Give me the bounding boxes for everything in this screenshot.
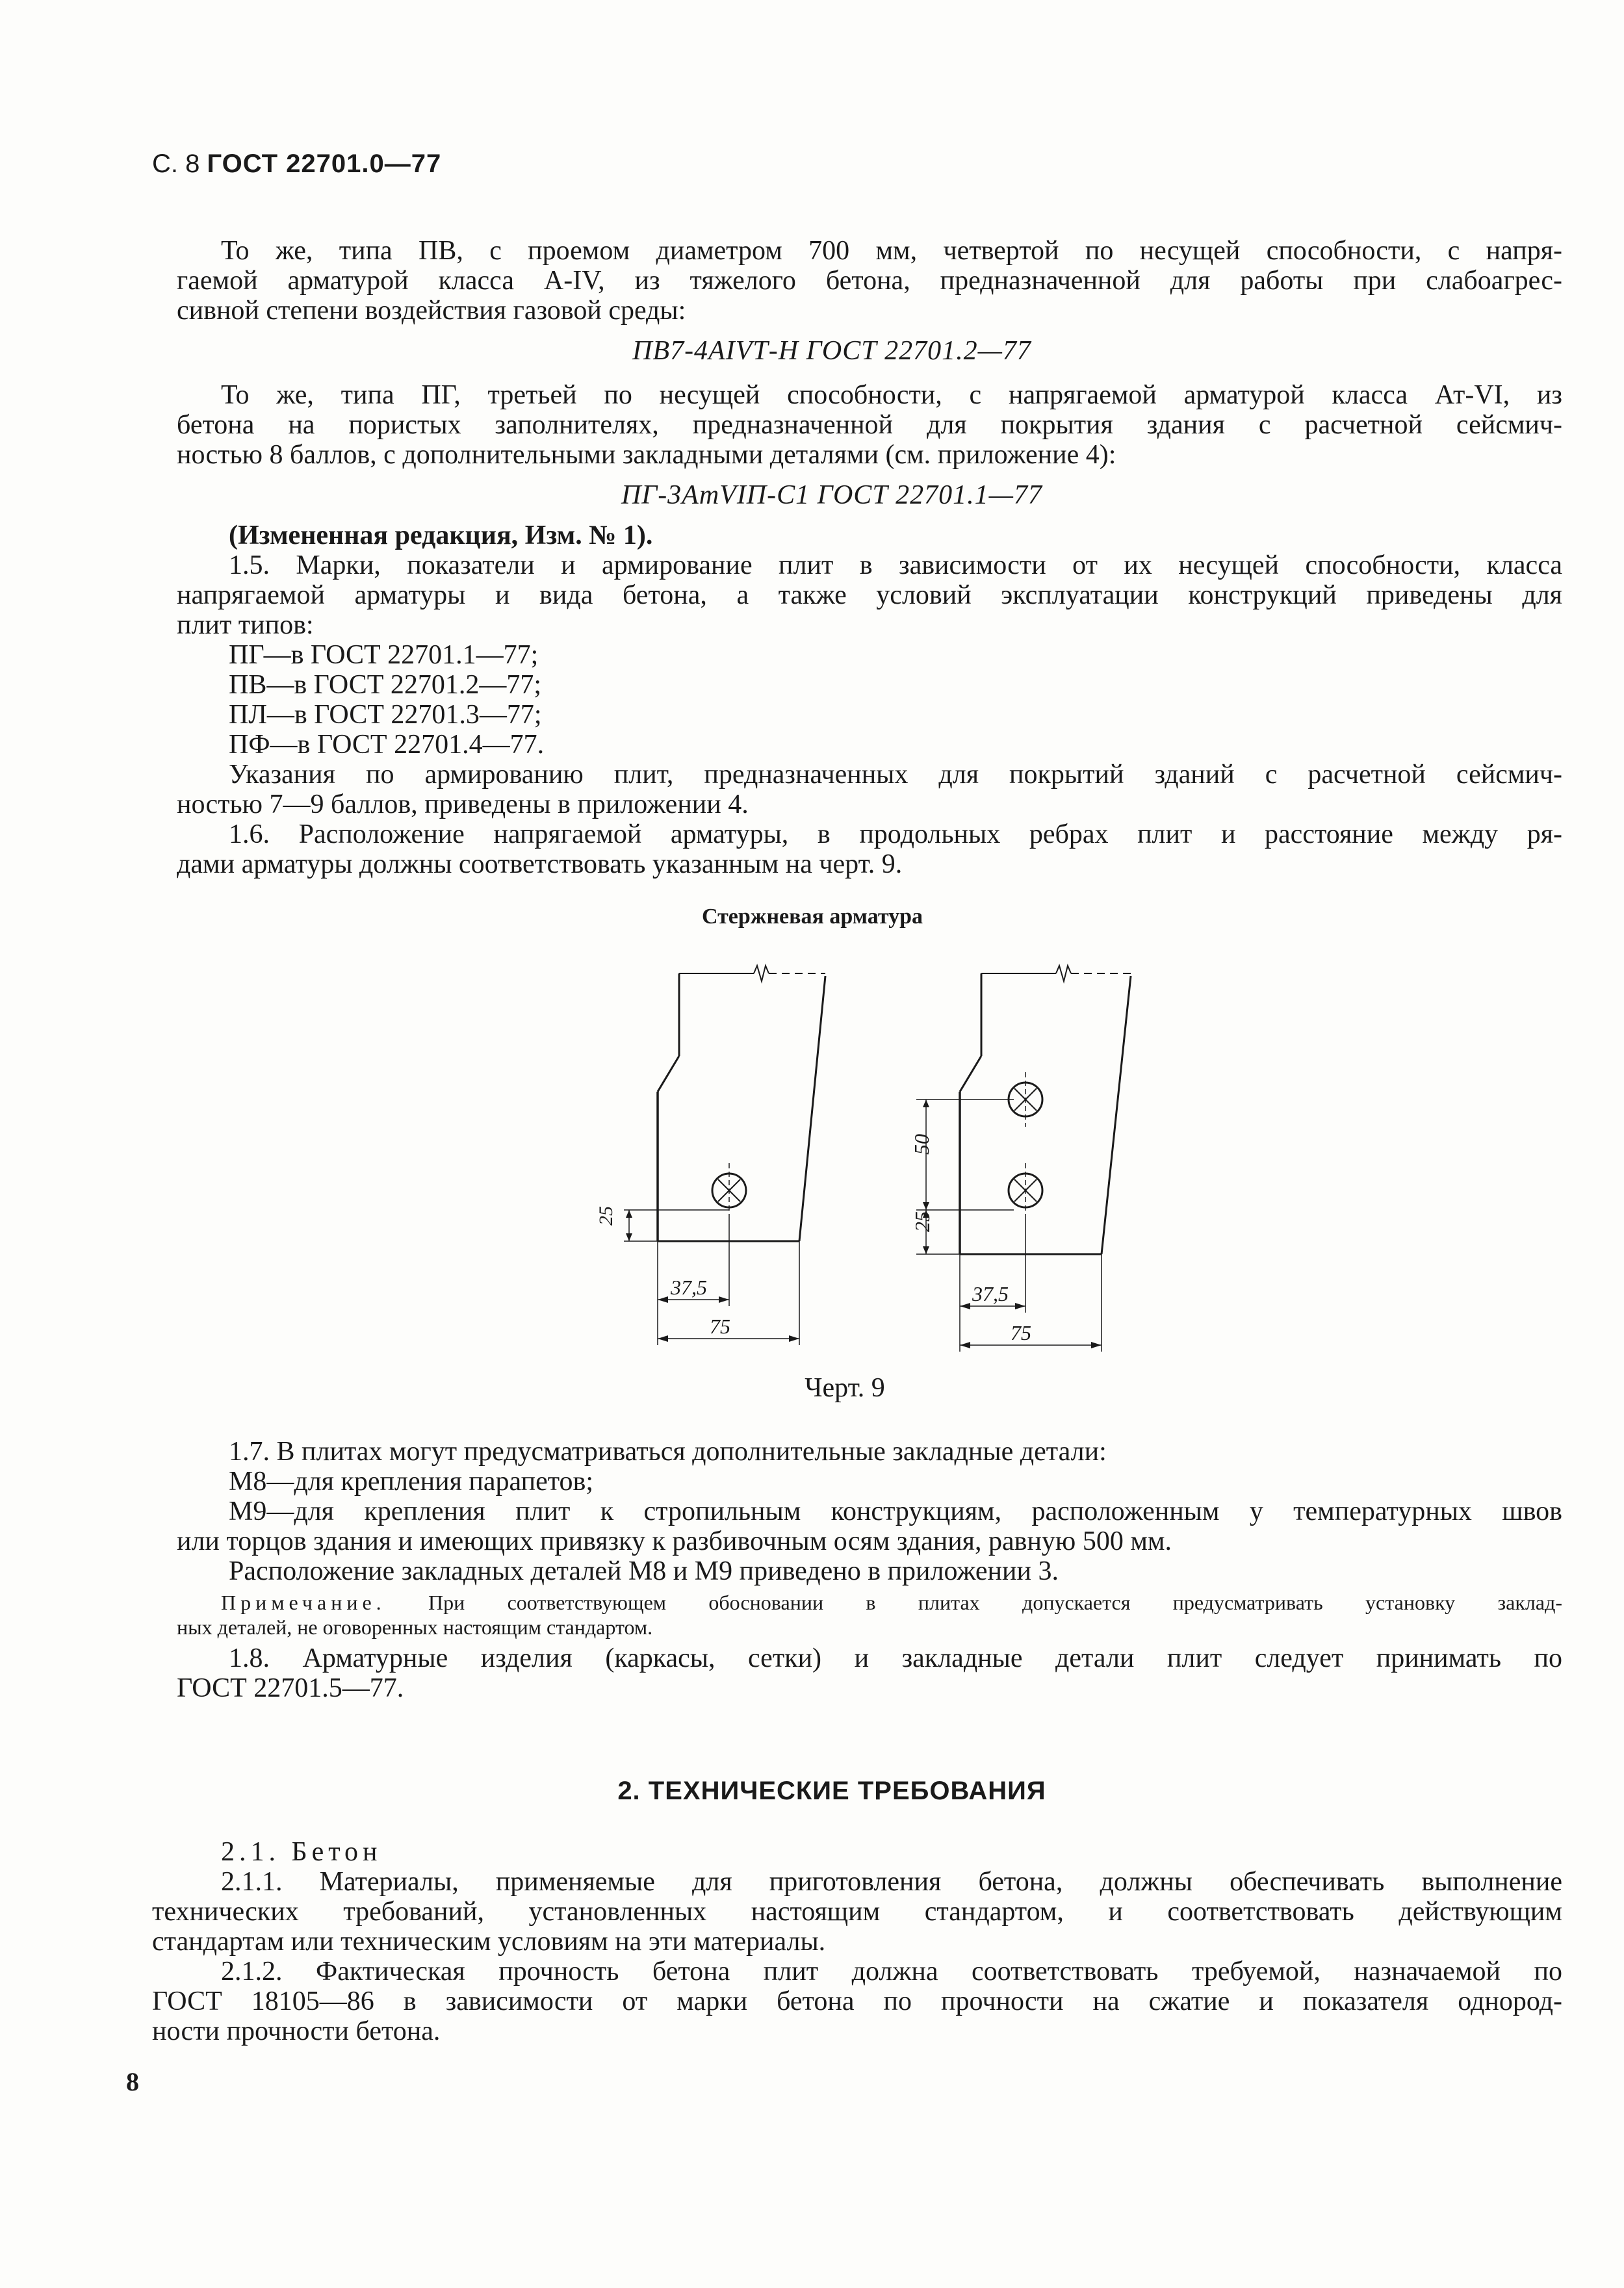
left-dim-axis: 37,5 xyxy=(671,1276,707,1299)
para-1-7-line-2: М8—для крепления парапетов; xyxy=(229,1467,594,1497)
revision-note: (Измененная редакция, Изм. № 1). xyxy=(229,521,653,550)
left-dim-bottom: 25 xyxy=(595,1206,617,1226)
para-pg-line-2: бетона на пористых заполнителях, предназначенной для покрытия здания с расчетной сейсмич- xyxy=(177,410,1562,440)
standard-number: ГОСТ 22701.0—77 xyxy=(207,149,442,178)
note-label: Примечание. xyxy=(221,1591,386,1614)
drawing-9 xyxy=(559,955,1157,1371)
type-list-item: ПЛ—в ГОСТ 22701.3—77; xyxy=(229,700,542,730)
figure-label: Черт. 9 xyxy=(805,1373,885,1403)
figure-caption: Стержневая арматура xyxy=(702,905,923,929)
para-1-8-line-2: ГОСТ 22701.5—77. xyxy=(177,1673,404,1703)
para-1-5-line-2: напрягаемой арматуры и вида бетона, а также условий эксплуатации конструкций приведены для xyxy=(177,580,1562,610)
para-1-5-line-3: плит типов: xyxy=(177,610,314,640)
note-line-2: ных деталей, не оговоренных настоящим стандартом. xyxy=(177,1615,653,1639)
right-dim-bottom: 25 xyxy=(910,1211,934,1232)
para-2-1-2-line-1: 2.1.2. Фактическая прочность бетона плит должна соответствовать требуемой, назначаемой по xyxy=(221,1957,1562,1986)
left-dim-width: 75 xyxy=(710,1315,730,1338)
para-pv-line-1: То же, типа ПВ, с проемом диаметром 700 мм, четвертой по несущей способности, с напря- xyxy=(221,236,1562,266)
para-1-7-line-3: М9—для крепления плит к стропильным конструкциям, расположенным у температурных швов xyxy=(229,1497,1562,1526)
para-pv-line-2: гаемой арматурой класса A-IV, из тяжелого бетона, предназначенной для работы при слабоагрес- xyxy=(177,266,1562,296)
para-1-5-seismic-line-2: ностью 7—9 баллов, приведены в приложении 4. xyxy=(177,790,749,819)
para-1-6-line-2: дами арматуры должны соответствовать указанным на черт. 9. xyxy=(177,849,903,879)
para-1-7-line-1: 1.7. В плитах могут предусматриваться дополнительные закладные детали: xyxy=(229,1437,1107,1467)
para-1-6-line-1: 1.6. Расположение напрягаемой арматуры, в продольных ребрах плит и расстояние между ря- xyxy=(229,819,1562,849)
para-1-8-line-1: 1.8. Арматурные изделия (каркасы, сетки) и закладные детали плит следует принимать по xyxy=(229,1643,1562,1673)
page-number: 8 xyxy=(126,2067,139,2096)
mark-pg: ПГ-3АтVIП-С1 ГОСТ 22701.1—77 xyxy=(621,480,1043,510)
para-pg-line-1: То же, типа ПГ, третьей по несущей способности, с напрягаемой арматурой класса Ат-VI, из xyxy=(221,380,1562,410)
para-pg-line-3: ностью 8 баллов, с дополнительными закладными деталями (см. приложение 4): xyxy=(177,440,1116,470)
para-1-7-line-5: Расположение закладных деталей М8 и М9 приведено в приложении 3. xyxy=(229,1556,1059,1586)
left-rib-profile xyxy=(658,966,825,1241)
section-2-title: 2. ТЕХНИЧЕСКИЕ ТРЕБОВАНИЯ xyxy=(617,1777,1046,1805)
para-1-5-line-1: 1.5. Марки, показатели и армирование плит в зависимости от их несущей способности, класса xyxy=(229,550,1562,580)
right-dim-axis: 37,5 xyxy=(972,1282,1009,1305)
para-1-7-line-4: или торцов здания и имеющих привязку к разбивочным осям здания, равную 500 мм. xyxy=(177,1526,1172,1556)
note-line-1 xyxy=(221,1591,1562,1614)
page-header xyxy=(152,149,441,179)
para-2-1-1-line-2: технических требований, установленных настоящим стандартом, и соответствовать действующим xyxy=(152,1897,1562,1927)
right-rib-profile xyxy=(960,966,1131,1254)
type-list-item: ПГ—в ГОСТ 22701.1—77; xyxy=(229,640,539,670)
para-pv-line-3: сивной степени воздействия газовой среды: xyxy=(177,296,686,326)
para-2-1-2-line-2: ГОСТ 18105—86 в зависимости от марки бетона по прочности на сжатие и показателя однород- xyxy=(152,1986,1562,2016)
subsection-2-1: 2.1. Бетон xyxy=(221,1837,382,1867)
para-2-1-1-line-3: стандартам или техническим условиям на эти материалы. xyxy=(152,1927,826,1957)
para-2-1-2-line-3: ности прочности бетона. xyxy=(152,2016,441,2046)
note-text: При соответствующем обосновании в плитах допускается предусматривать установку заклад- xyxy=(428,1591,1563,1614)
type-list-item: ПВ—в ГОСТ 22701.2—77; xyxy=(229,670,542,700)
para-2-1-1-line-1: 2.1.1. Материалы, применяемые для приготовления бетона, должны обеспечивать выполнение xyxy=(221,1867,1562,1897)
mark-pv: ПВ7-4АIVТ-Н ГОСТ 22701.2—77 xyxy=(632,336,1031,366)
right-dim-width: 75 xyxy=(1011,1321,1031,1344)
type-list-item: ПФ—в ГОСТ 22701.4—77. xyxy=(229,730,545,760)
para-1-5-seismic-line-1: Указания по армированию плит, предназначенных для покрытий зданий с расчетной сейсмич- xyxy=(229,760,1562,790)
page-prefix: С. 8 xyxy=(152,149,200,178)
right-dim-spacing: 50 xyxy=(910,1134,933,1155)
